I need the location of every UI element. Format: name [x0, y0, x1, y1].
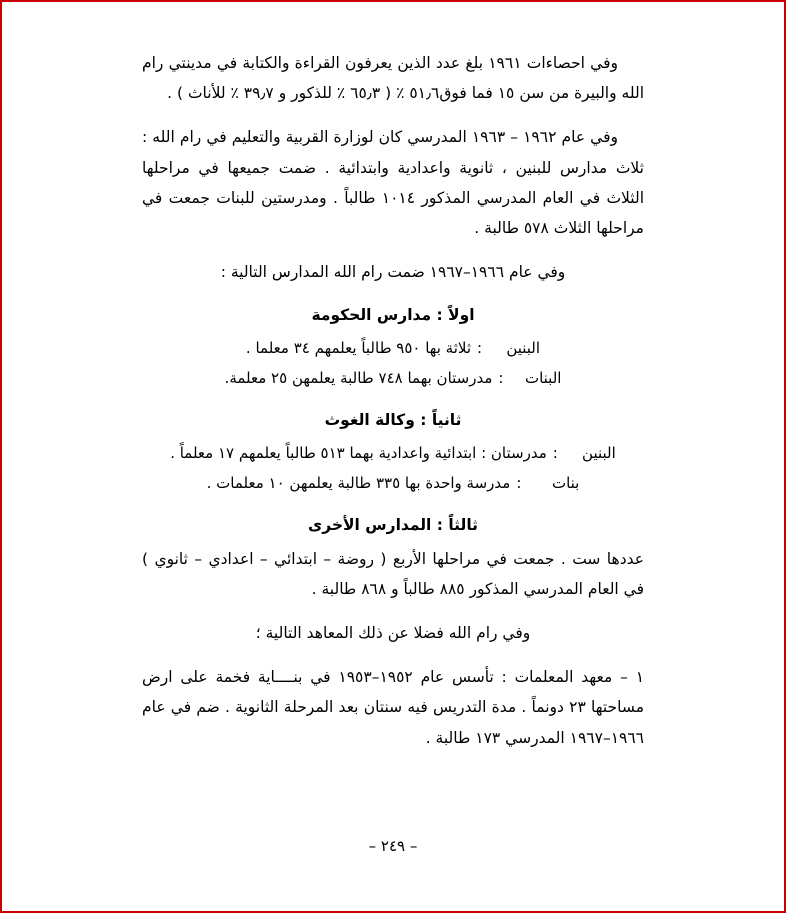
- section-heading-other-schools: ثالثاً : المدارس الأخرى: [308, 515, 478, 534]
- list-item-separator: :: [516, 474, 522, 493]
- section-government-schools-list: [142, 334, 644, 393]
- list-item-label: بنات: [551, 474, 580, 493]
- paragraph-schools-1966-1967: وفي عام ١٩٦٦–١٩٦٧ ضمت رام الله المدارس التالية :: [220, 263, 566, 282]
- paragraph-literacy-1961: وفي احصاءات ١٩٦١ بلغ عدد الذين يعرفون القراءة والكتابة في مدينتي رام الله والبيرة من سن ١٥ فما فوق٥١٫٦ ٪ ( ٦٥٫٣ ٪ للذكور و ٣٩٫٧ ٪ للأناث ) .: [142, 54, 644, 103]
- paragraph-other-schools: عددها ست . جمعت في مراحلها الأربع ( روضة – ابتدائي – اعدادي – ثانوي ) في العام المدرسي المذكور ٨٨٥ طالباً و ٨٦٨ طالبة .: [142, 549, 644, 598]
- list-item-separator: :: [477, 338, 483, 357]
- section-unrwa-schools-list: [142, 439, 644, 498]
- list-item-text: مدرستان بهما ٧٤٨ طالبة يعلمهن ٢٥ معلمة.: [224, 369, 493, 388]
- list-item: [142, 469, 644, 498]
- list-item-text: مدرستان : ابتدائية واعدادية بهما ٥١٣ طالباً يعلمهم ١٧ معلماً .: [170, 443, 547, 462]
- list-item: [142, 364, 644, 393]
- list-item-label: البنين: [506, 338, 541, 357]
- list-item: [142, 439, 644, 468]
- list-item-label: البنين: [582, 443, 616, 462]
- paragraph-schools-1962-1963: وفي عام ١٩٦٢ – ١٩٦٣ المدرسي كان لوزارة القربية والتعليم في رام الله : ثلاث مدارس للبنين ، ثانوية واعدادية وابتدائية . ضمت جميعها في مراحلها الثلاث في العام المدرسي المذكور ١٠١٤ طالباً . ومدرستين للبنات جمعت في مراحلها الثلاث ٥٧٨ طالبة .: [142, 128, 644, 238]
- page-number: – ٢٤٩ –: [368, 837, 418, 855]
- section-heading-unrwa-schools: ثانياً : وكالة الغوث: [324, 410, 462, 429]
- paragraph-institute-item-1: ١ – معهد المعلمات : تأسس عام ١٩٥٢–١٩٥٣ في بنــــاية فخمة على ارض مساحتها ٢٣ دونماً . مدة التدريس فيه سنتان بعد المرحلة الثانوية . ضم في عام ١٩٦٦–١٩٦٧ المدرسي ١٧٣ طالبة .: [142, 668, 645, 747]
- section-heading-government-schools: اولاً : مدارس الحكومة: [311, 305, 475, 324]
- document-body: [142, 48, 644, 767]
- list-item: [142, 334, 644, 363]
- paragraph-institutes-lead: وفي رام الله فضلا عن ذلك المعاهد التالية ؛: [255, 623, 531, 642]
- list-item-text: مدرسة واحدة بها ٣٣٥ طالبة يعلمهن ١٠ معلمات .: [206, 474, 511, 493]
- list-item-separator: :: [552, 443, 558, 462]
- list-item-separator: :: [498, 369, 504, 388]
- list-item-label: البنات: [524, 369, 562, 388]
- list-item-text: ثلاثة بها ٩٥٠ طالباً يعلمهم ٣٤ معلما .: [245, 338, 471, 357]
